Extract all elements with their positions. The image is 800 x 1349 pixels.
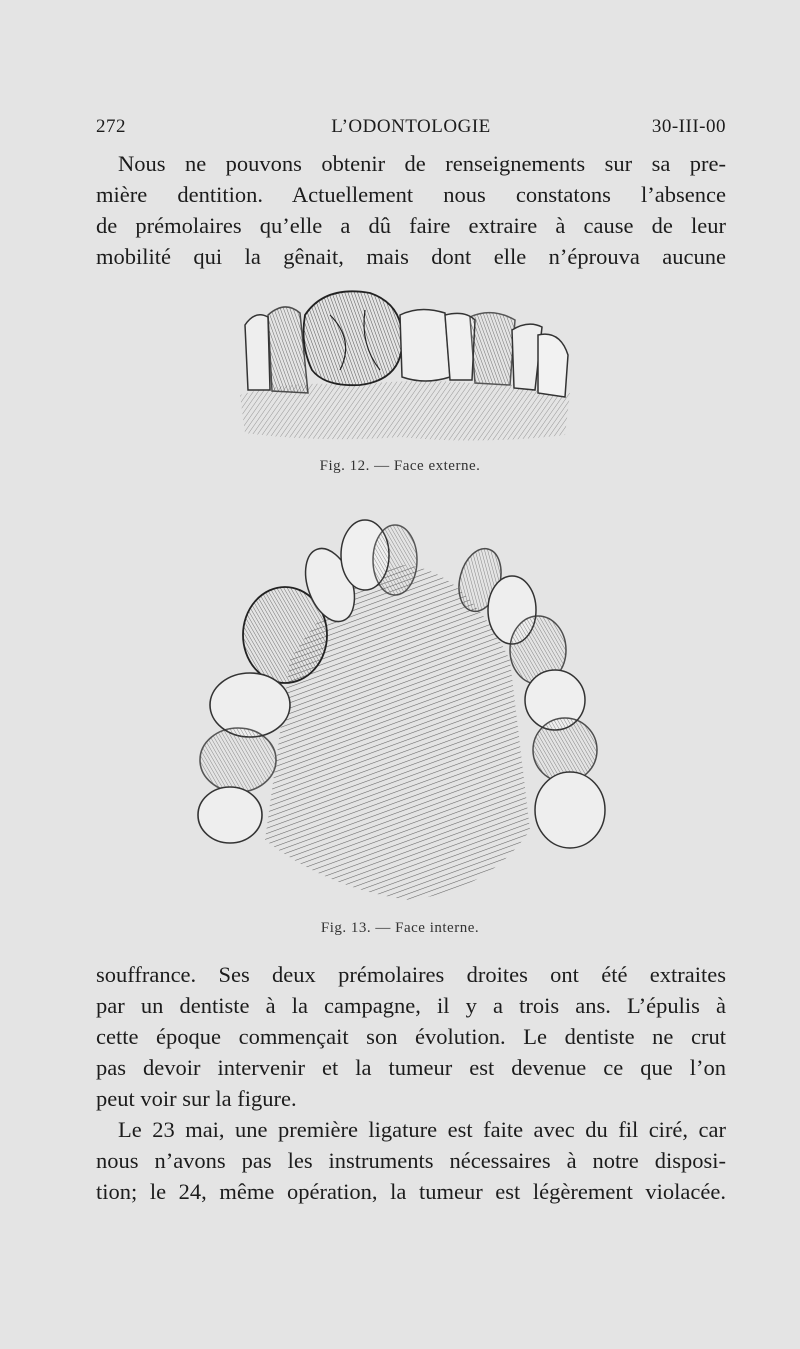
- paragraph-bottom: [96, 959, 726, 1114]
- paragraph-last: [96, 1114, 726, 1207]
- figure-13-caption: Fig. 13. — Face interne.: [320, 920, 480, 936]
- figure-12-illustration: [230, 285, 580, 445]
- figure-13-illustration: [190, 510, 620, 905]
- text-line: par un dentiste à la campagne, il y a trois ans. L’épulis à: [96, 993, 726, 1018]
- figure-12-caption: Fig. 12. — Face externe.: [319, 458, 481, 474]
- text-line: tion; le 24, même opération, la tumeur est légèrement violacée.: [96, 1179, 726, 1204]
- paragraph-top: [96, 148, 726, 272]
- text-line: mière dentition. Actuellement nous constatons l’absence: [96, 182, 726, 207]
- text-line: Le 23 mai, une première ligature est faite avec du fil ciré, car: [118, 1117, 726, 1142]
- issue-date: 30-III-00: [651, 116, 726, 137]
- text-line: nous n’avons pas les instruments nécessaires à notre disposi-: [96, 1148, 726, 1173]
- text-line: peut voir sur la figure.: [96, 1086, 297, 1111]
- text-line: souffrance. Ses deux prémolaires droites ont été extraites: [96, 962, 726, 987]
- text-line: de prémolaires qu’elle a dû faire extraire à cause de leur: [96, 213, 726, 238]
- page-number: 272: [96, 116, 126, 137]
- text-line: pas devoir intervenir et la tumeur est devenue ce que l’on: [96, 1055, 726, 1080]
- text-line: mobilité qui la gênait, mais dont elle n’éprouva aucune: [96, 244, 726, 269]
- text-line: Nous ne pouvons obtenir de renseignements sur sa pre-: [118, 151, 726, 176]
- text-line: cette époque commençait son évolution. Le dentiste ne crut: [96, 1024, 726, 1049]
- running-title: L’ODONTOLOGIE: [331, 116, 491, 137]
